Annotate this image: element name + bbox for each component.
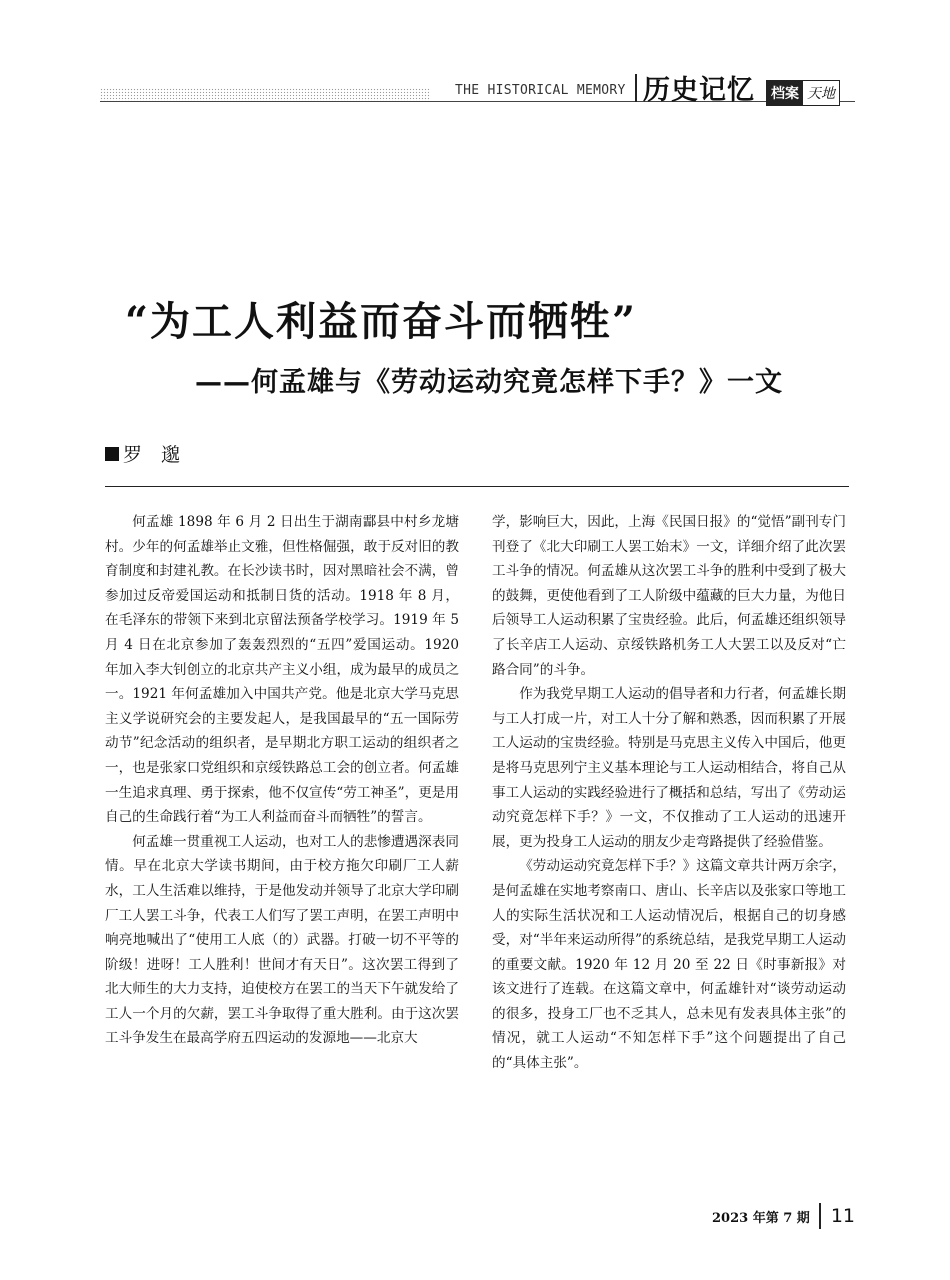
title-divider bbox=[105, 486, 849, 487]
body-paragraph-continued: 学，影响巨大，因此，上海《民国日报》的“觉悟”副刊专门刊登了《北大印刷工人罢工始末》一文，详细介绍了此次罢工斗争的情况。何孟雄从这次罢工斗争的胜利中受到了极大的鼓舞，更使他看到了工人阶级中蕴藏的巨大力量，为他日后领导工人运动积累了宝贵经验。此后，何孟雄还组织领导了长辛店工人运动、京绥铁路机务工人大罢工以及反对“亡路合同”的斗争。 bbox=[492, 514, 846, 678]
folio-divider bbox=[819, 1203, 821, 1229]
header-tag-dark: 档案 bbox=[767, 81, 803, 105]
author-line bbox=[105, 440, 180, 467]
header-tag-light: 天地 bbox=[803, 81, 839, 105]
folio bbox=[712, 1203, 855, 1229]
body-paragraph: 《劳动运动究竟怎样下手？》这篇文章共计两万余字，是何孟雄在实地考察南口、唐山、长辛店以及张家口等地工人的实际生活状况和工人运动情况后，根据自己的切身感受，对“半年来运动所得”的系统总结，是我党早期工人运动的重要文献。1920 年 12 月 20 至 22 日《时事新报》对该文进行了连载。在这篇文章中，何孟雄针对“谈劳动运动的很多，投身工厂也不乏其人，总未见有发表具体主张”的情况，就工人运动“不知怎样下手”这个问题提出了自己的“具体主张”。 bbox=[492, 858, 846, 1072]
article-subtitle: ——何孟雄与《劳动运动究竟怎样下手？》一文 bbox=[195, 367, 783, 398]
body-paragraph: 何孟雄一贯重视工人运动，也对工人的悲惨遭遇深表同情。早在北京大学读书期间，由于校方拖欠印刷厂工人薪水，工人生活难以维持，于是他发动并领导了北京大学印刷厂工人罢工斗争，代表工人们写了罢工声明，在罢工声明中响亮地喊出了“使用工人底（的）武器。打破一切不平等的阶级！进呀！工人胜利！世间才有天日”。这次罢工得到了北大师生的大力支持，迫使校方在罢工的当天下午就发给了工人一个月的欠薪，罢工斗争取得了重大胜利。由于这次罢工斗争发生在最高学府五四运动的发源地——北京大 bbox=[105, 833, 459, 1047]
issue-label: 2023 年第 7 期 bbox=[712, 1210, 810, 1226]
body-column-left bbox=[105, 510, 459, 1051]
author-name: 罗 邈 bbox=[123, 444, 181, 466]
author-square-icon bbox=[105, 447, 119, 461]
body-paragraph: 何孟雄 1898 年 6 月 2 日出生于湖南酃县中村乡龙塘村。少年的何孟雄举止文雅，但性格倔强，敢于反对旧的教育制度和封建礼教。在长沙读书时，因对黑暗社会不满，曾参加过反帝爱国运动和抵制日货的活动。1918 年 8 月，在毛泽东的带领下来到北京留法预备学校学习。1919 年 5 月 4 日在北京参加了轰轰烈烈的“五四”爱国运动。1920 年加入李大钊创立的北京共产主义小组，成为最早的成员之一。1921 年何孟雄加入中国共产党。他是北京大学马克思主义学说研究会的主要发起人，是我国最早的“五一国际劳动节”纪念活动的组织者，是早期北方职工运动的组织者之一，也是张家口党组织和京绥铁路总工会的创立者。何孟雄一生追求真理、勇于探索，他不仅宣传“劳工神圣”，更是用自己的生命践行着“为工人利益而奋斗而牺牲”的誓言。 bbox=[105, 514, 459, 826]
article-title: “为工人利益而奋斗而牺牲” bbox=[125, 298, 638, 345]
header-dotted-band bbox=[100, 88, 430, 102]
header-column-title: 历史记忆 bbox=[643, 75, 755, 106]
header-section-tag bbox=[766, 80, 840, 106]
body-column-right bbox=[492, 510, 846, 1076]
body-paragraph: 作为我党早期工人运动的倡导者和力行者，何孟雄长期与工人打成一片，对工人十分了解和熟悉，因而积累了开展工人运动的宝贵经验。特别是马克思主义传入中国后，他更是将马克思列宁主义基本理论与工人运动相结合，将自己从事工人运动的实践经验进行了概括和总结，写出了《劳动运动究竟怎样下手？》一文，不仅推动了工人运动的迅速开展，更为投身工人运动的朋友少走弯路提供了经验借鉴。 bbox=[492, 686, 846, 850]
header-divider bbox=[635, 74, 637, 102]
page-number: 11 bbox=[830, 1205, 855, 1227]
header-english-title: THE HISTORICAL MEMORY bbox=[455, 83, 626, 98]
